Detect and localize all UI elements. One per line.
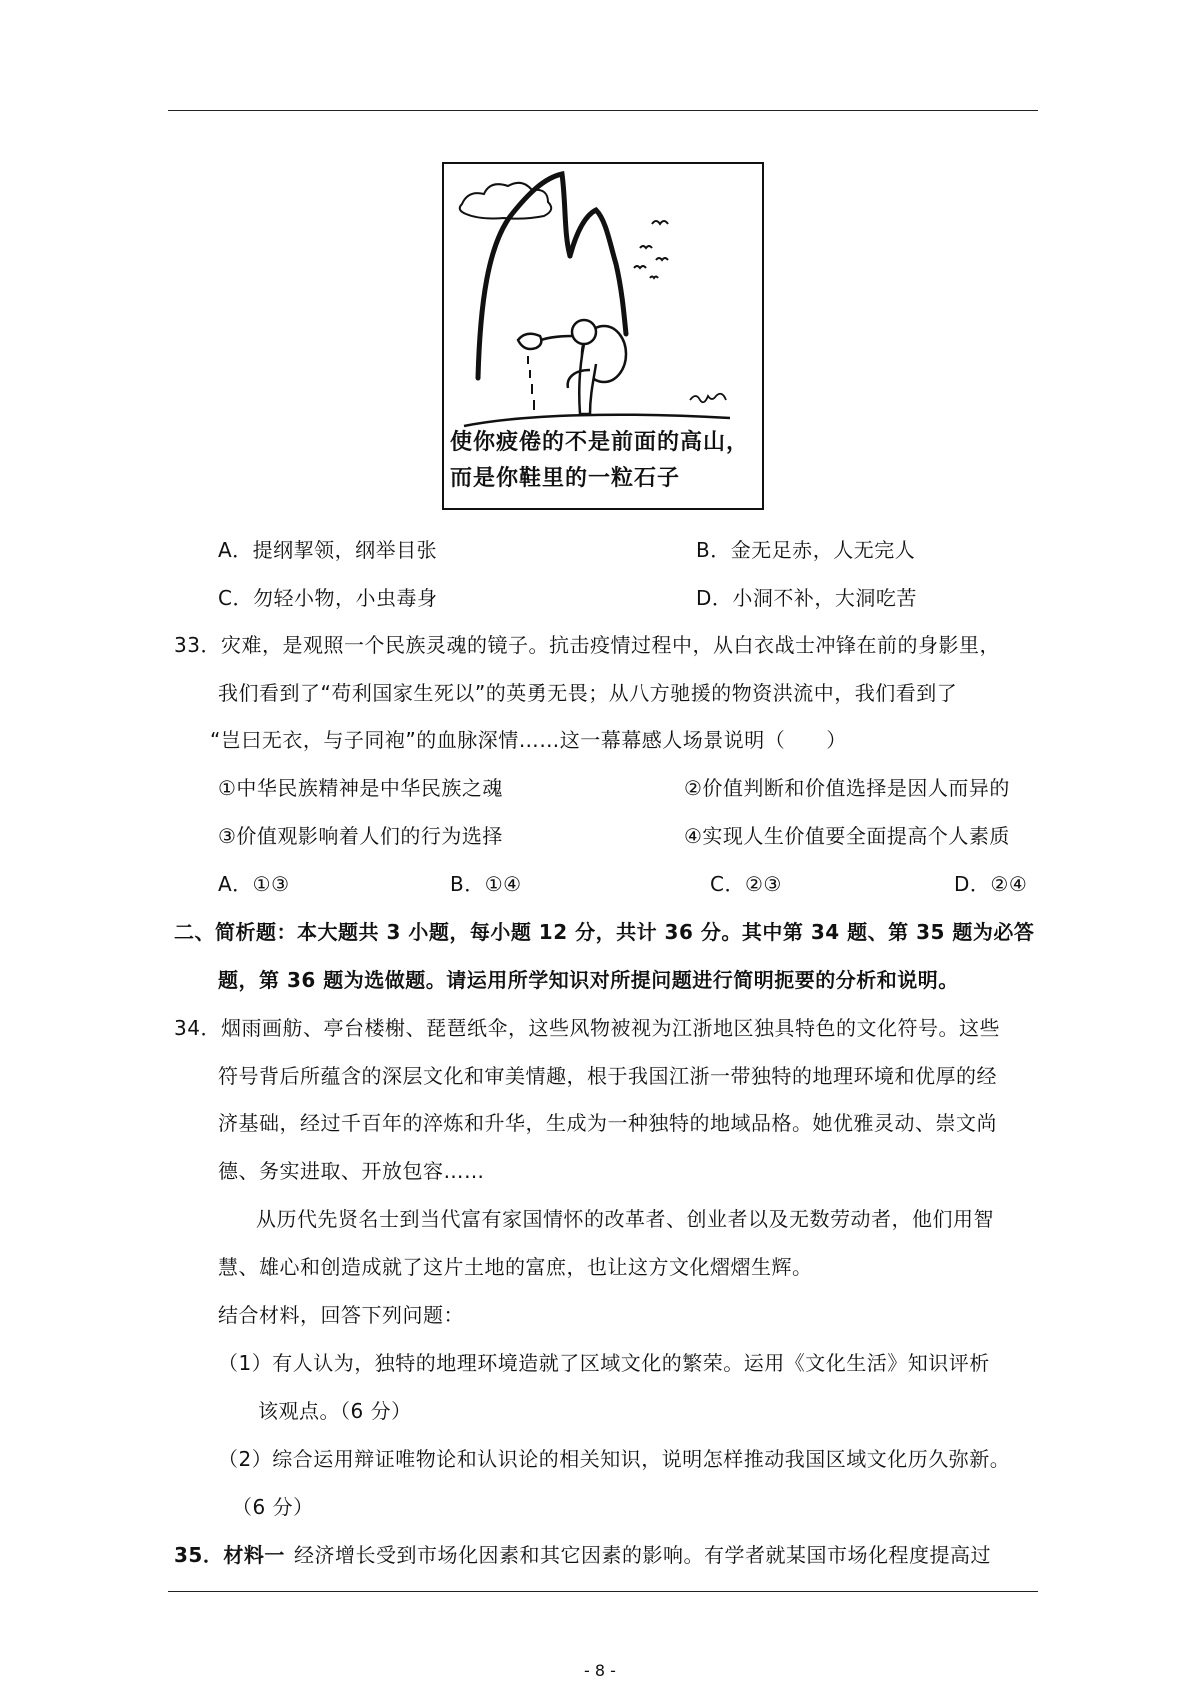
q34-subquestion-1-line-1: （1）有人认为，独特的地理环境造就了区域文化的繁荣。运用《文化生活》知识评析 [218,1351,990,1375]
q34-paragraph-2-line-2: 慧、雄心和创造成就了这片土地的富庶，也让这方文化熠熠生辉。 [218,1255,813,1279]
header-rule [168,110,1038,111]
q33-item-4: ④实现人生价值要全面提高个人素质 [684,824,1010,848]
section-2-heading-line-2: 题，第 36 题为选做题。请运用所学知识对所提问题进行简明扼要的分析和说明。 [218,968,959,992]
cartoon-caption-line-1: 使你疲倦的不是前面的高山， [450,430,750,455]
q32-option-b: B．金无足赤，人无完人 [696,538,916,562]
q35-label: 35．材料一 [174,1543,285,1567]
q34-paragraph-1-line-4: 德、务实进取、开放包容…… [218,1159,485,1183]
q33-stem-line-1: 33．灾难，是观照一个民族灵魂的镜子。抗击疫情过程中，从白衣战士冲锋在前的身影里， [174,633,1000,657]
q33-item-3: ③价值观影响着人们的行为选择 [218,824,503,848]
section-2-heading-line-1: 二、简析题：本大题共 3 小题，每小题 12 分，共计 36 分。其中第 34 题、第 35 题为必答 [174,920,1035,944]
q34-prompt: 结合材料，回答下列问题： [218,1303,464,1327]
cartoon-image [442,162,764,510]
q34-paragraph-2-line-1: 从历代先贤名士到当代富有家国情怀的改革者、创业者以及无数劳动者，他们用智 [256,1207,994,1231]
q33-item-1: ①中华民族精神是中华民族之魂 [218,776,503,800]
q33-option-a: A．①③ [218,872,290,896]
q32-option-c: C．勿轻小物，小虫毒身 [218,586,438,610]
q33-option-d: D．②④ [954,872,1028,896]
q34-subquestion-2-line-1: （2）综合运用辩证唯物论和认识论的相关知识，说明怎样推动我国区域文化历久弥新。 [218,1447,1011,1471]
q33-stem-line-2: 我们看到了“苟利国家生死以”的英勇无畏；从八方驰援的物资洪流中，我们看到了 [218,681,958,705]
q34-subquestion-2-line-2: （6 分） [232,1495,314,1519]
q33-stem-line-3: “岂曰无衣，与子同袍”的血脉深情……这一幕幕感人场景说明（ ） [210,728,847,752]
q32-option-a: A．提纲挈领，纲举目张 [218,538,438,562]
q34-paragraph-1-line-2: 符号背后所蕴含的深层文化和审美情趣，根于我国江浙一带独特的地理环境和优厚的经 [218,1064,997,1088]
cartoon-caption-line-2: 而是你鞋里的一粒石子 [450,466,681,491]
page-number: - 8 - [584,1661,616,1680]
footer-rule [168,1591,1038,1592]
q34-paragraph-1-line-3: 济基础，经过千百年的淬炼和升华，生成为一种独特的地域品格。她优雅灵动、崇文尚 [218,1111,997,1135]
q32-option-d: D．小洞不补，大洞吃苦 [696,586,917,610]
q33-option-b: B．①④ [450,872,522,896]
q34-paragraph-1-line-1: 34．烟雨画舫、亭台楼榭、琵琶纸伞，这些风物被视为江浙地区独具特色的文化符号。这些 [174,1016,1000,1040]
q34-subquestion-1-line-2: 该观点。（6 分） [258,1399,412,1423]
q35-text: 经济增长受到市场化因素和其它因素的影响。有学者就某国市场化程度提高过 [294,1543,991,1567]
q33-option-c: C．②③ [710,872,782,896]
q33-item-2: ②价值判断和价值选择是因人而异的 [684,776,1010,800]
